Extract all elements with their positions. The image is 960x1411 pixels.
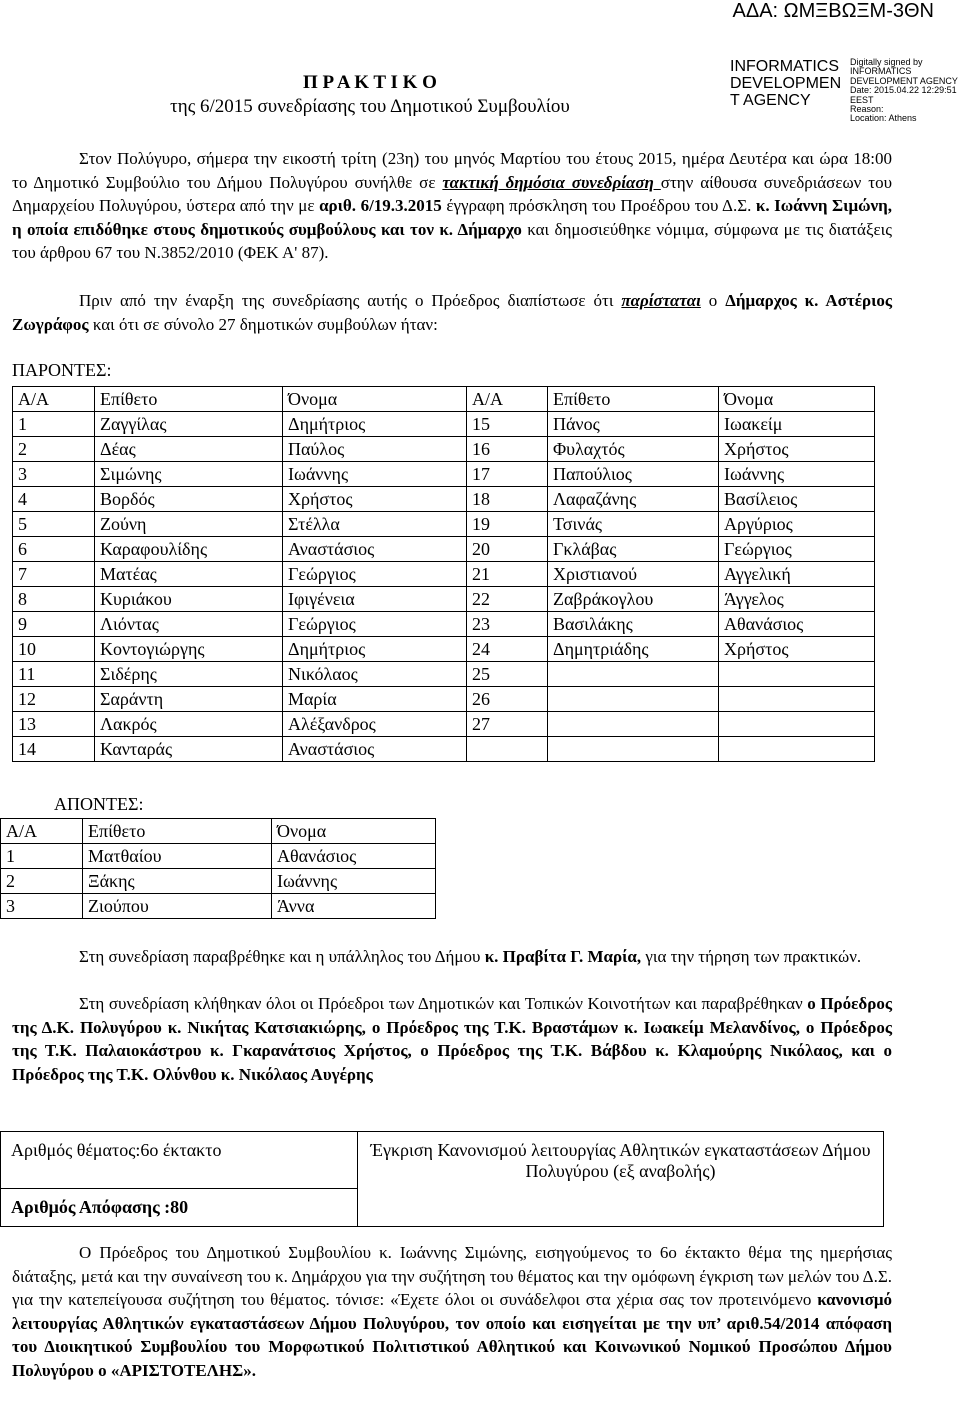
absent-cell: Ζιούπου: [83, 894, 272, 919]
present-row: [13, 412, 875, 437]
intro-paragraph: Στον Πολύγυρο, σήμερα την εικοστή τρίτη (23η) του μηνός Μαρτίου του έτους 2015, ημέρα Δευτέρα και ώρα 18:00 το Δημοτικό Συμβούλιο του Δήμου Πολυγύρου συνήλθε σε τακτική δημόσια συνεδρίαση στην αίθουσα συνεδριάσεων του Δημαρχείου Πολυγύρου, ύστερα από την με αριθ. 6/19.3.2015 έγγραφη πρόσκληση του Προέδρου του Δ.Σ. κ. Ιωάννη Σιμώνη, η οποία επιδόθηκε στους δημοτικούς συμβούλους και τον κ. Δήμαρχο και δημοσιεύθηκε νόμιμα, σύμφωνα με τις διατάξεις του άρθρου 67 του Ν.3852/2010 (ΦΕΚ Α' 87).: [12, 149, 893, 262]
document-subtitle: της 6/2015 συνεδρίασης του Δημοτικού Συμβουλίου: [170, 96, 570, 117]
present-cell: Κανταράς: [95, 737, 283, 762]
present-cell: Ματέας: [95, 562, 283, 587]
present-cell: [467, 737, 548, 762]
absent-table: [0, 818, 436, 919]
signature-organization: INFORMATICS DEVELOPMEN T AGENCY: [730, 58, 842, 109]
present-cell: [548, 687, 719, 712]
present-header-cell: Όνομα: [719, 387, 875, 412]
subject-title: Έγκριση Κανονισμού λειτουργίας Αθλητικών εγκαταστάσεων Δήμου Πολυγύρου (εξ αναβολής): [358, 1132, 884, 1227]
present-cell: 7: [13, 562, 95, 587]
present-cell: [548, 662, 719, 687]
present-cell: Τσινάς: [548, 512, 719, 537]
present-row: [13, 612, 875, 637]
present-cell: 3: [13, 462, 95, 487]
present-table: [12, 386, 875, 762]
signature-details: Digitally signed by INFORMATICS DEVELOPMENT AGENCY Date: 2015.04.22 12:29:51 EEST Reason: Location: Athens: [850, 57, 958, 124]
present-cell: Ζαγγίλας: [95, 412, 283, 437]
present-row: [13, 737, 875, 762]
present-cell: [719, 662, 875, 687]
present-cell: Λαφαζάνης: [548, 487, 719, 512]
present-cell: 20: [467, 537, 548, 562]
present-cell: Ιωάννης: [719, 462, 875, 487]
present-cell: Ζαβράκογλου: [548, 587, 719, 612]
present-cell: 14: [13, 737, 95, 762]
attendance-paragraph: Στη συνεδρίαση παραβρέθηκε και η υπάλληλος του Δήμου κ. Πραβίτα Γ. Μαρία, για την τήρηση των πρακτικών.: [79, 947, 862, 966]
present-cell: Αθανάσιος: [719, 612, 875, 637]
present-cell: Αναστάσιος: [283, 737, 467, 762]
present-cell: [719, 687, 875, 712]
present-cell: Νικόλαος: [283, 662, 467, 687]
subject-box: [0, 1131, 884, 1227]
present-cell: Βασιλάκης: [548, 612, 719, 637]
present-cell: Γεώργιος: [719, 537, 875, 562]
present-cell: Γεώργιος: [283, 562, 467, 587]
present-cell: 16: [467, 437, 548, 462]
present-cell: 1: [13, 412, 95, 437]
present-cell: 2: [13, 437, 95, 462]
present-cell: 18: [467, 487, 548, 512]
present-row: [13, 487, 875, 512]
absent-row: [1, 844, 436, 869]
present-cell: [548, 737, 719, 762]
present-cell: Χρήστος: [719, 637, 875, 662]
present-cell: 27: [467, 712, 548, 737]
present-cell: [548, 712, 719, 737]
present-cell: Ζούνη: [95, 512, 283, 537]
present-cell: Ιωακείμ: [719, 412, 875, 437]
document-title: Π Ρ Α Κ Τ Ι Κ Ο: [303, 72, 437, 93]
present-cell: 6: [13, 537, 95, 562]
present-cell: Στέλλα: [283, 512, 467, 537]
present-cell: Αργύριος: [719, 512, 875, 537]
absent-cell: Ματθαίου: [83, 844, 272, 869]
present-row: [13, 537, 875, 562]
present-cell: 4: [13, 487, 95, 512]
absent-cell: 1: [1, 844, 83, 869]
present-row: [13, 512, 875, 537]
present-cell: 19: [467, 512, 548, 537]
absent-header-cell: Α/Α: [1, 819, 83, 844]
present-cell: 13: [13, 712, 95, 737]
present-cell: Ιφιγένεια: [283, 587, 467, 612]
present-cell: 9: [13, 612, 95, 637]
present-header-cell: Επίθετο: [95, 387, 283, 412]
community-presidents-paragraph: Στη συνεδρίαση κλήθηκαν όλοι οι Πρόεδροι των Δημοτικών και Τοπικών Κοινοτήτων και παραβρέθηκαν ο Πρόεδρος της Δ.Κ. Πολυγύρου κ. Νικήτας Κατσιακιώρης, ο Πρόεδρος της Τ.Κ. Βραστάμων κ. Ιωακείμ Μελανδίνος, ο Πρόεδρος της Τ.Κ. Παλαιοκάστρου κ. Γκαρανάτσιος Χρήστος, ο Πρόεδρος της Τ.Κ. Βάβδου κ. Κλαμούρης Νικόλαος, και ο Πρόεδρος της Τ.Κ. Ολύνθου κ. Νικόλαος Αυγέρης: [12, 994, 892, 1084]
absent-cell: 2: [1, 869, 83, 894]
present-cell: Βασίλειος: [719, 487, 875, 512]
present-cell: 15: [467, 412, 548, 437]
present-cell: 11: [13, 662, 95, 687]
present-cell: 21: [467, 562, 548, 587]
present-cell: 22: [467, 587, 548, 612]
topic-number: Αριθμός θέματος:6ο έκτακτο: [1, 1132, 358, 1189]
absent-cell: 3: [1, 894, 83, 919]
present-cell: Χρήστος: [719, 437, 875, 462]
present-label: ΠΑΡΟΝΤΕΣ:: [12, 360, 112, 380]
present-cell: Δημήτριος: [283, 412, 467, 437]
present-cell: Άγγελος: [719, 587, 875, 612]
digital-signature-block: [730, 57, 958, 124]
present-cell: Λακρός: [95, 712, 283, 737]
present-cell: 24: [467, 637, 548, 662]
present-cell: 23: [467, 612, 548, 637]
present-cell: Χρήστος: [283, 487, 467, 512]
present-cell: Παπούλιος: [548, 462, 719, 487]
present-cell: Παύλος: [283, 437, 467, 462]
present-cell: Δέας: [95, 437, 283, 462]
present-cell: Αγγελική: [719, 562, 875, 587]
present-row: [13, 462, 875, 487]
present-row: [13, 687, 875, 712]
present-row: [13, 587, 875, 612]
closing-paragraph: Ο Πρόεδρος του Δημοτικού Συμβουλίου κ. Ιωάννης Σιμώνης, εισηγούμενος το 6ο έκτακτο θέμα της ημερήσιας διάταξης, μετά και την συναίνεση του κ. Δημάρχου για την συζήτηση του θέματος και την ομόφωνη έγκριση των μελών του Δ.Σ. για την κατεπείγουσα συζήτηση του θέματος. τόνισε: «Έχετε όλοι οι συνάδελφοι στα χέρια σας τον προτεινόμενο κανονισμό λειτουργίας Αθλητικών εγκαταστάσεων Δήμου Πολυγύρου, τον οποίο και εισηγείται με την υπ’ αριθ.54/2014 απόφαση του Διοικητικού Συμβουλίου του Μορφωτικού Πολιτιστικού Αθλητικού και Κοινωνικού Νομικού Προσώπου Δήμου Πολυγύρου ο «ΑΡΙΣΤΟΤΕΛΗΣ».: [12, 1243, 892, 1380]
absent-row: [1, 894, 436, 919]
absent-header-cell: Όνομα: [272, 819, 436, 844]
present-cell: Λιόντας: [95, 612, 283, 637]
present-cell: 5: [13, 512, 95, 537]
present-row: [13, 562, 875, 587]
present-cell: Γεώργιος: [283, 612, 467, 637]
decision-number: Αριθμός Απόφασης :80: [1, 1189, 358, 1227]
present-cell: 25: [467, 662, 548, 687]
present-header-cell: Όνομα: [283, 387, 467, 412]
present-cell: 10: [13, 637, 95, 662]
present-row: [13, 637, 875, 662]
present-row: [13, 662, 875, 687]
present-cell: Κοντογιώργης: [95, 637, 283, 662]
absent-cell: Αθανάσιος: [272, 844, 436, 869]
present-cell: Μαρία: [283, 687, 467, 712]
present-cell: Σαράντη: [95, 687, 283, 712]
present-cell: Ιωάννης: [283, 462, 467, 487]
present-header-cell: Α/Α: [13, 387, 95, 412]
present-cell: Σιδέρης: [95, 662, 283, 687]
absent-header-cell: Επίθετο: [83, 819, 272, 844]
present-cell: Γκλάβας: [548, 537, 719, 562]
present-cell: Αναστάσιος: [283, 537, 467, 562]
present-cell: Καραφουλίδης: [95, 537, 283, 562]
present-cell: 26: [467, 687, 548, 712]
quorum-paragraph: Πριν από την έναρξη της συνεδρίασης αυτής ο Πρόεδρος διαπίστωσε ότι παρίσταται ο Δήμαρχος κ. Αστέριος Ζωγράφος και ότι σε σύνολο 27 δημοτικών συμβούλων ήταν:: [12, 291, 893, 334]
absent-label: ΑΠΟΝΤΕΣ:: [54, 794, 144, 814]
present-cell: Φυλαχτός: [548, 437, 719, 462]
absent-cell: Άννα: [272, 894, 436, 919]
present-cell: Δημητριάδης: [548, 637, 719, 662]
present-cell: Κυριάκου: [95, 587, 283, 612]
ada-code: ΑΔΑ: ΩΜΞΒΩΞΜ-3ΘΝ: [732, 0, 934, 22]
absent-cell: Ξάκης: [83, 869, 272, 894]
present-cell: 17: [467, 462, 548, 487]
absent-row: [1, 869, 436, 894]
present-header-cell: Α/Α: [467, 387, 548, 412]
present-cell: Αλέξανδρος: [283, 712, 467, 737]
present-cell: 12: [13, 687, 95, 712]
present-row: [13, 437, 875, 462]
absent-header-row: [1, 819, 436, 844]
present-cell: Χριστιανού: [548, 562, 719, 587]
present-cell: [719, 737, 875, 762]
present-header-row: [13, 387, 875, 412]
present-cell: Σιμώνης: [95, 462, 283, 487]
present-row: [13, 712, 875, 737]
present-cell: [719, 712, 875, 737]
absent-cell: Ιωάννης: [272, 869, 436, 894]
present-header-cell: Επίθετο: [548, 387, 719, 412]
present-cell: Πάνος: [548, 412, 719, 437]
present-cell: 8: [13, 587, 95, 612]
present-cell: Βορδός: [95, 487, 283, 512]
present-cell: Δημήτριος: [283, 637, 467, 662]
